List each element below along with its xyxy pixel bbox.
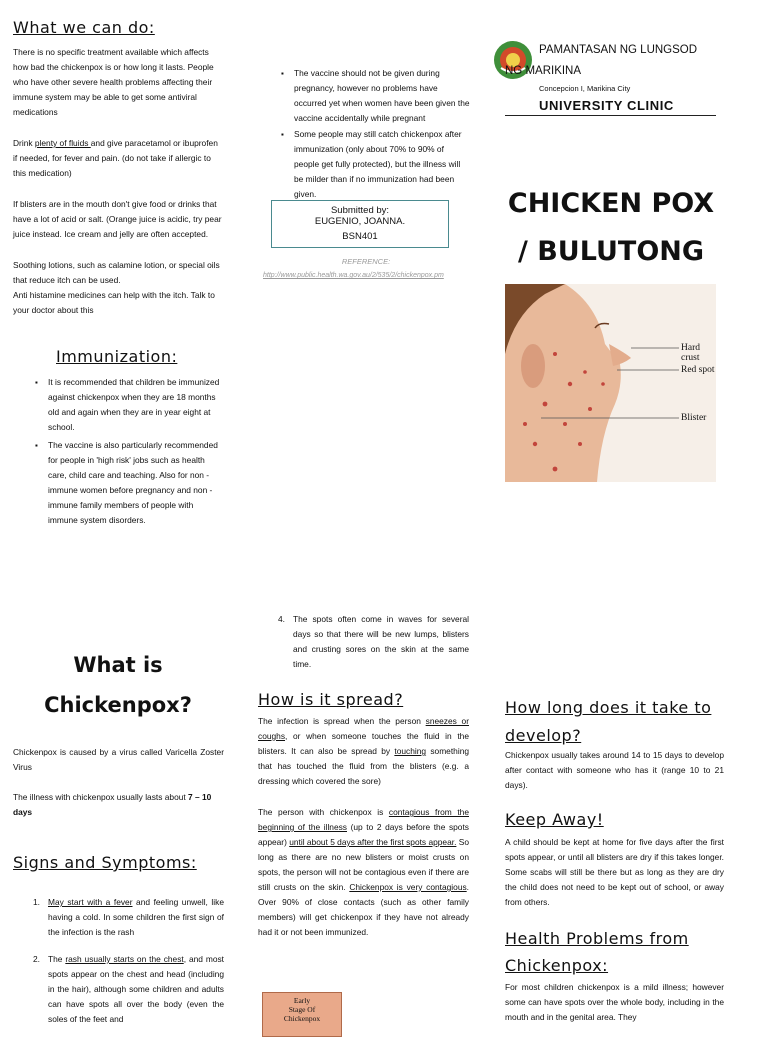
signs-list xyxy=(13,895,224,1027)
sign-number: 1. xyxy=(33,897,40,907)
spread-paragraph-2 xyxy=(258,805,469,940)
signs-heading: Signs and Symptoms: xyxy=(13,853,197,872)
spread-text: (up to 2 days before the spots appear) xyxy=(258,822,469,847)
develop-heading xyxy=(505,694,711,750)
vaccine-item: ▪ The vaccine should not be given during pregnancy, however no problems have occurred yet when women have been given the vaccine accidentally while pregnant xyxy=(279,66,471,126)
what-we-can-do-heading: What we can do: xyxy=(13,18,155,37)
school-name-line2: NG MARIKINA xyxy=(505,65,582,77)
what-is-line1: What is xyxy=(73,653,163,677)
sign-number: 4. xyxy=(278,614,285,624)
signs-list-wrap xyxy=(13,895,224,1027)
sign-rest: , and most spots appear on the chest and head (including in the hair), although some children and adults can have spots all over the body (even the soles of the feet and xyxy=(48,954,224,1024)
immunization-heading: Immunization: xyxy=(56,347,178,366)
blisters-mouth-paragraph: If blisters are in the mouth don't give food or drinks that have a lot of acid or salt. (Orange juice is acidic, try pear juice instead. Ice cream and jelly are often accepted. xyxy=(13,199,222,239)
reference-label: REFERENCE: xyxy=(341,257,391,266)
sign-item xyxy=(13,895,224,940)
submitted-by-box xyxy=(271,200,449,248)
health-heading-line1: Health Problems from xyxy=(505,929,689,948)
vaccine-list xyxy=(279,66,471,202)
school-name-line1: PAMANTASAN NG LUNGSOD xyxy=(539,44,698,56)
sign-number: 2. xyxy=(33,954,40,964)
label-red-spot: Red spot xyxy=(681,365,715,375)
spread-underlined: sneezes or coughs xyxy=(258,716,470,741)
vaccine-item: ▪ Some people may still catch chickenpox after immunization (only about 70% to 90% of people get fully protected), but the illness will be milder than if no immunization had been given. xyxy=(279,127,471,202)
item4-wrap xyxy=(258,612,469,672)
clinic-divider xyxy=(505,115,716,116)
fluids-pre: Drink xyxy=(13,138,35,148)
fluids-paragraph xyxy=(13,136,223,181)
stage-line: Stage Of xyxy=(288,1005,316,1014)
health-problems-paragraph: For most children chickenpox is a mild illness; however some can have spots over the whole body, including in the mouth and in the genital area. They xyxy=(505,982,724,1022)
lotions-paragraph: Soothing lotions, such as calamine lotion, or special oils that reduce itch can be used. xyxy=(13,260,220,285)
title-line1: CHICKEN POX xyxy=(507,188,715,219)
spread-text: The person with chickenpox is xyxy=(258,807,389,817)
reference-link[interactable]: http://www.public.health.wa.gov.au/2/535/2/chickenpox.pm xyxy=(263,272,444,279)
spread-text: So long as there are no new blisters or moist crusts on spots, the person will not be contagious even if there are still crusts on the skin. xyxy=(258,837,469,892)
immunization-list xyxy=(33,375,225,528)
spread-heading: How is it spread? xyxy=(258,690,404,709)
title-line2: / BULUTONG xyxy=(517,236,705,267)
sign-item xyxy=(13,952,224,1027)
label-hard-crust: Hard crust xyxy=(681,343,700,363)
stage-line: Early xyxy=(293,996,311,1005)
clinic-name: UNIVERSITY CLINIC xyxy=(539,98,674,113)
health-problems-heading xyxy=(505,925,689,979)
fluids-link[interactable]: plenty of fluids xyxy=(34,138,91,148)
sign-text: The spots often come in waves for several days so that there will be new lumps, blisters and crusting sores on the skin at the same time. xyxy=(293,614,469,669)
spread-section xyxy=(258,714,469,940)
antihistamine-paragraph: Anti histamine medicines can help with the itch. Talk to your doctor about this xyxy=(13,290,215,315)
spread-underlined: Chickenpox is very contagious xyxy=(349,882,467,892)
sign-pre: The xyxy=(48,954,66,964)
immunization-item: ▪ The vaccine is also particularly recommended for people in 'high risk' jobs such as health care, child care and teaching. Also for non - immune women before pregnancy and non - immune family members of people with immune system disorders. xyxy=(33,438,225,528)
what-we-can-do-section xyxy=(13,45,223,318)
keep-away-heading: Keep Away! xyxy=(505,810,604,829)
spread-underlined: contagious from the beginning of the illness xyxy=(258,807,469,832)
develop-heading-line1: How long does it take to xyxy=(505,698,712,717)
vaccine-notes xyxy=(279,66,471,202)
sign-underlined: rash usually starts on the chest xyxy=(65,954,184,964)
chickenpox-child-illustration xyxy=(505,284,716,482)
sign-item xyxy=(258,612,469,672)
what-is-line2: Chickenpox? xyxy=(44,693,192,717)
school-address: Concepcion I, Marikina City xyxy=(539,84,631,93)
spread-text: , or when someone touches the fluid in the blisters. It can also be spread by xyxy=(258,731,469,756)
cause-paragraph: Chickenpox is caused by a virus called Varicella Zoster Virus xyxy=(13,747,224,772)
immunization-item: ▪ It is recommended that children be immunized against chickenpox when they are 18 months old and again when they are in year eight at school. xyxy=(33,375,225,435)
duration-paragraph xyxy=(13,790,224,820)
spread-underlined: until about 5 days after the first spots appear. xyxy=(289,837,457,847)
submitter-name: EUGENIO, JOANNA. xyxy=(314,216,406,227)
spread-text: something that has touched the fluid from the blisters (e.g. a dressing which covered the sore) xyxy=(258,746,470,786)
early-stage-image xyxy=(262,992,342,1037)
spread-underlined: touching xyxy=(394,746,427,756)
duration-bold: 7 – 10 days xyxy=(13,792,212,817)
develop-range-paragraph: Chickenpox usually takes around 14 to 15 days to develop after contact with someone who has it (range 10 to 21 days). xyxy=(505,750,724,790)
duration-pre: The illness with chickenpox usually lasts about xyxy=(13,792,189,802)
health-heading-line2: Chickenpox: xyxy=(505,956,609,975)
what-is-chickenpox-title xyxy=(13,645,223,725)
label-blister: Blister xyxy=(681,413,707,423)
sign-rest: and feeling unwell, like having a cold. In some children the first sign of the infection is the rash xyxy=(48,897,224,937)
spread-text: . Over 90% of close contacts (such as other family members) will get chickenpox if they have not already had it or not been immunized. xyxy=(258,882,469,937)
submitter-section: BSN401 xyxy=(342,231,378,242)
fluids-post: and give paracetamol or ibuprofen if needed, for fever and pain. (do not take if allergic to this medication) xyxy=(13,138,218,178)
spread-paragraph-1 xyxy=(258,714,469,789)
treatment-paragraph: There is no specific treatment available which affects how bad the chickenpox is or how long it lasts. People who have other severe health problems affecting their immune system may be able to get some antiviral medications xyxy=(13,47,214,117)
signs-list-continued xyxy=(258,612,469,672)
submitted-label: Submitted by: xyxy=(330,205,390,216)
stage-line: Chickenpox xyxy=(283,1014,321,1023)
spread-text: The infection is spread when the person xyxy=(258,716,426,726)
immunization-list-wrap xyxy=(33,375,225,528)
keep-away-paragraph: A child should be kept at home for five days after the first spots appear, or until all blisters are dry if this takes longer. Some scabs will still be there but as long as they are dry the child does not need to be kept out of school, or away from others. xyxy=(505,837,724,907)
develop-heading-line2: develop? xyxy=(505,726,582,745)
sign-underlined: May start with a fever xyxy=(48,897,133,907)
